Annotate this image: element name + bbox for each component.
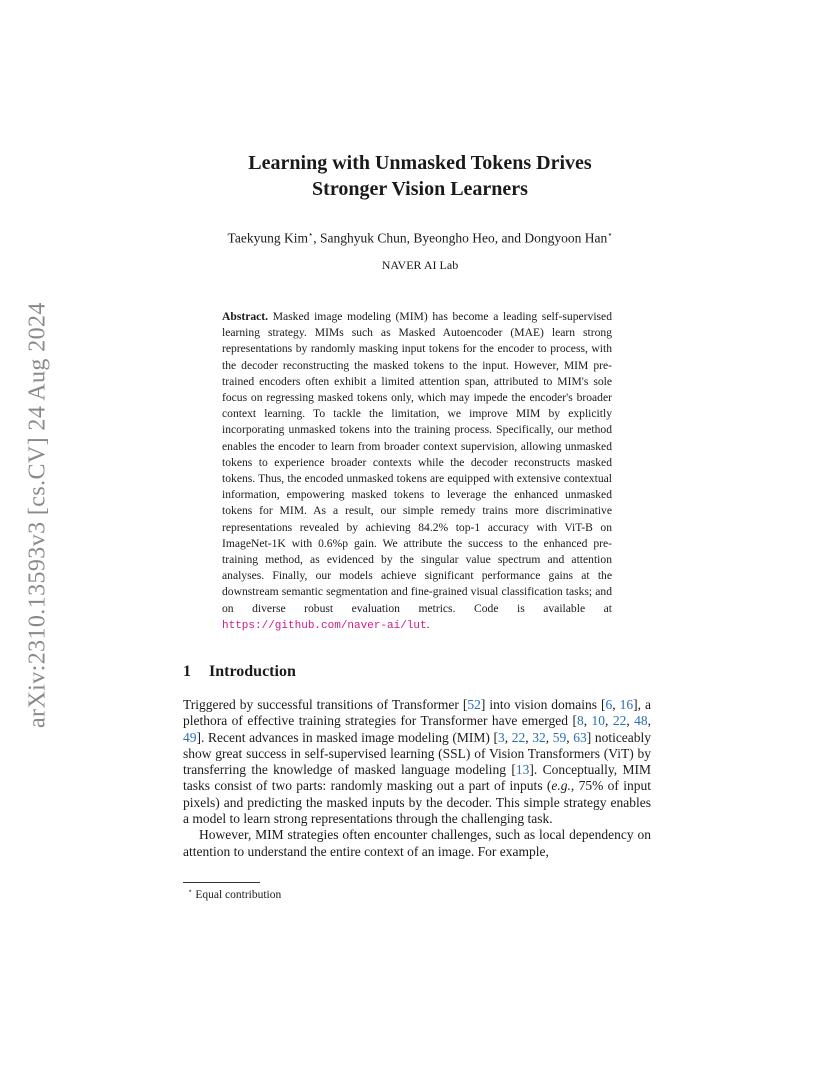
citation-link[interactable]: 48 xyxy=(634,713,648,729)
section-number: 1 xyxy=(183,663,191,680)
emphasis-eg: e.g. xyxy=(551,778,571,794)
citation-link[interactable]: 8 xyxy=(576,713,584,729)
author-separator: , xyxy=(313,230,320,246)
section-title: Introduction xyxy=(209,663,296,680)
section-heading-introduction xyxy=(183,663,296,681)
citation-link[interactable]: 16 xyxy=(619,697,634,712)
arxiv-identifier-stamp: arXiv:2310.13593v3 [cs.CV] 24 Aug 2024 xyxy=(24,302,51,728)
text-run: , xyxy=(626,713,635,729)
intro-paragraph-2: However, MIM strategies often encounter challenges, such as local dependency on attention to understand the entire context of an image. For example, xyxy=(183,827,651,859)
citation-link[interactable]: 22 xyxy=(511,729,526,745)
code-link[interactable]: https://github.com/naver-ai/lut xyxy=(222,619,427,632)
citation-link[interactable]: 13 xyxy=(515,762,530,778)
text-run: ] into vision domains [ xyxy=(480,697,606,712)
citation-link[interactable]: 59 xyxy=(552,729,567,745)
author-separator: , and xyxy=(494,230,525,246)
title-line-2: Stronger Vision Learners xyxy=(312,178,528,200)
affiliation: NAVER AI Lab xyxy=(381,258,459,272)
author-name: Byeongho Heo xyxy=(413,230,495,246)
citation-link[interactable]: 52 xyxy=(467,697,481,712)
footnote-mark: ⋆ xyxy=(188,887,193,895)
text-run: , 75% of input pixels) and predicting the masked inputs by the decoder. This simple strategy enables a model to learn strong representations through the challenging task. xyxy=(183,778,651,827)
text-run: , xyxy=(583,713,592,729)
author-separator: , xyxy=(406,230,414,246)
text-run: , xyxy=(504,729,512,745)
footnote-divider xyxy=(183,882,260,883)
paper-title xyxy=(150,150,690,202)
text-run: , xyxy=(612,697,620,712)
author-name: Taekyung Kim xyxy=(227,230,308,246)
author-name: Sanghyuk Chun xyxy=(319,230,407,246)
text-run: ]. Recent advances in masked image modeling (MIM) [ xyxy=(196,729,498,745)
equal-contribution-mark: ⋆ xyxy=(607,230,613,239)
text-run: , xyxy=(525,729,533,745)
citation-link[interactable]: 3 xyxy=(497,729,505,745)
text-run: ], a plethora of effective training strategies for Transformer have emerged [ xyxy=(183,697,652,729)
author-name: Dongyoon Han xyxy=(524,230,608,246)
text-run: ] noticeably show great success in self-supervised learning (SSL) of Vision Transformers (ViT) by transferring the knowledge of masked language modeling [ xyxy=(183,729,652,778)
footnote xyxy=(188,886,281,901)
equal-contribution-mark: ⋆ xyxy=(307,230,314,239)
abstract-text: Masked image modeling (MIM) has become a leading self-supervised learning strategy. MIMs such as Masked Autoencoder (MAE) learn strong representations by randomly masking input tokens for the encoder to process, with the decoder reconstructing the masked tokens to the input. However, MIM pre-trained encoders often exhibit a limited attention span, attributed to MIM's sole focus on regressing masked tokens only, which may impede the encoder's broader context learning. To tackle the limitation, we improve MIM by explicitly incorporating unmasked tokens into the training process. Specifically, our method enables the encoder to learn from broader context supervision, allowing unmasked tokens to experience broader contexts while the decoder reconstructs masked tokens. Thus, the encoded unmasked tokens are equipped with extensive contextual information, empowering masked tokens to leverage the enhanced unmasked tokens for MIM. As a result, our simple remedy trains more discriminative representations revealed by achieving 84.2% top-1 accuracy with ViT-B on ImageNet-1K with 0.6%p gain. We attribute the success to the enhanced pre-training method, as evidenced by the singular value spectrum and attention analyses. Finally, our models achieve significant performance gains at the downstream semantic segmentation and fine-grained visual classification tasks; and on diverse robust evaluation metrics. Code is available at xyxy=(222,310,612,615)
text-run: , xyxy=(647,713,652,729)
footnote-text: Equal contribution xyxy=(192,888,282,901)
title-line-1: Learning with Unmasked Tokens Drives xyxy=(248,152,592,174)
text-run: , xyxy=(605,713,613,729)
introduction-body xyxy=(183,697,651,860)
text-run: Triggered by successful transitions of Transformer [ xyxy=(183,697,468,712)
citation-link[interactable]: 6 xyxy=(605,697,613,712)
abstract-label: Abstract. xyxy=(222,310,269,323)
author-list xyxy=(150,229,690,247)
citation-link[interactable]: 49 xyxy=(183,729,197,745)
citation-link[interactable]: 22 xyxy=(612,713,627,729)
text-run: , xyxy=(545,729,553,745)
text-run: , xyxy=(566,729,574,745)
citation-link[interactable]: 63 xyxy=(573,729,587,745)
text-run: ]. Conceptually, MIM tasks consist of two parts: randomly masking out a part of inputs ( xyxy=(183,762,651,794)
citation-link[interactable]: 10 xyxy=(591,713,606,729)
abstract-end: . xyxy=(426,617,430,631)
citation-link[interactable]: 32 xyxy=(532,729,546,745)
abstract xyxy=(222,309,612,634)
intro-paragraph-1 xyxy=(183,697,651,827)
